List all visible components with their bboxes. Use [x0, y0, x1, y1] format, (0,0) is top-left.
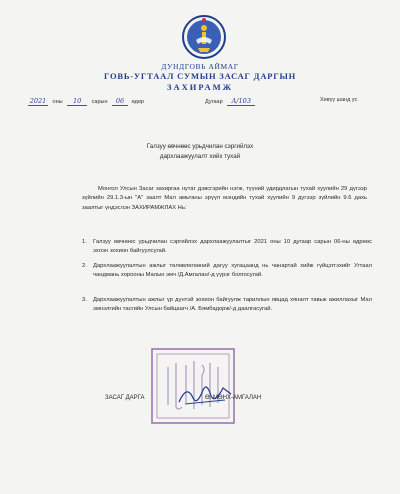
date-day-label: өдөр [131, 99, 144, 105]
date-month: 10 [67, 97, 87, 106]
order-item [82, 296, 372, 315]
number-label: Дугаар [205, 99, 223, 105]
signatory-title: ЗАСАГ ДАРГА [105, 395, 145, 401]
document-type: ЗАХИРАМЖ [166, 82, 234, 92]
date-year-label: оны [52, 99, 63, 105]
order-item-text: Дархлаажуулалтын ажлыг төлөвлөгөөний дагуу хугацаанд нь чанартай хийж гүйцэтгэхийг Угтаал чандмань хорооны Малын эмч /Д.Амгалан/-д үүрэг болгосугай. [93, 263, 372, 279]
order-item [82, 262, 372, 281]
governor-office-name: ГОВЬ-УГТААЛ СУМЫН ЗАСАГ ДАРГЫН [103, 71, 297, 81]
preamble-paragraph: Монгол Улсын Засаг захиргаа нутаг дэвсгэрийн нэгж, түүний удирдлагын тухай хуулийн 29 дүгээр зүйлийн 29.1.3-ын "А" заалт Мал амьтаны эрүүл мэндийн тухай хуулийн 9 дүгээр зүйлийн 9.6 дахь заалтыг үндэслэн ЗАХИРАМЖЛАХ Нь: [82, 186, 367, 211]
state-emblem-icon [181, 14, 227, 60]
date-day: 06 [112, 97, 128, 106]
order-item-number: 3. [82, 297, 87, 303]
document-number [205, 97, 255, 106]
date-year: 2021 [29, 97, 47, 105]
document-date [28, 97, 144, 106]
aimag-name: ДУНДГОВЬ АЙМАГ [161, 62, 239, 71]
signatory-name: Ө. МӨНХ-АМГАЛАН [205, 395, 262, 401]
order-item [82, 238, 372, 257]
order-item-number: 1. [82, 239, 87, 245]
subject-line-1: Галзуу өвчнөөс урьдчилан сэргийлэх [146, 143, 254, 150]
subject-line-2: дархлаажуулалт хийх тухай [159, 153, 241, 160]
order-item-number: 2. [82, 263, 87, 269]
order-item-text: Галзуу өвчнөөс урьдчилан сэргийлэх дархлаажуулалтыг 2021 оны 10 дугаар сарын 06-ны өдрөөс эхлэн зохион байгуулсугай. [93, 239, 372, 255]
number-value: А/103 [227, 97, 255, 106]
order-item-text: Дархлаажуулалтын ажлыг үр дүнтэй зохион байгуулж тариллын явцад хяналт тавьж ажиллахыг Мал эмнэлгийн тасгийн Улсын байцаагч /А. Бямбадорж/-д даалгасугай. [93, 297, 372, 313]
document-place: Хөвүү шанд ус [320, 97, 358, 103]
date-month-label: сарын [91, 99, 108, 105]
